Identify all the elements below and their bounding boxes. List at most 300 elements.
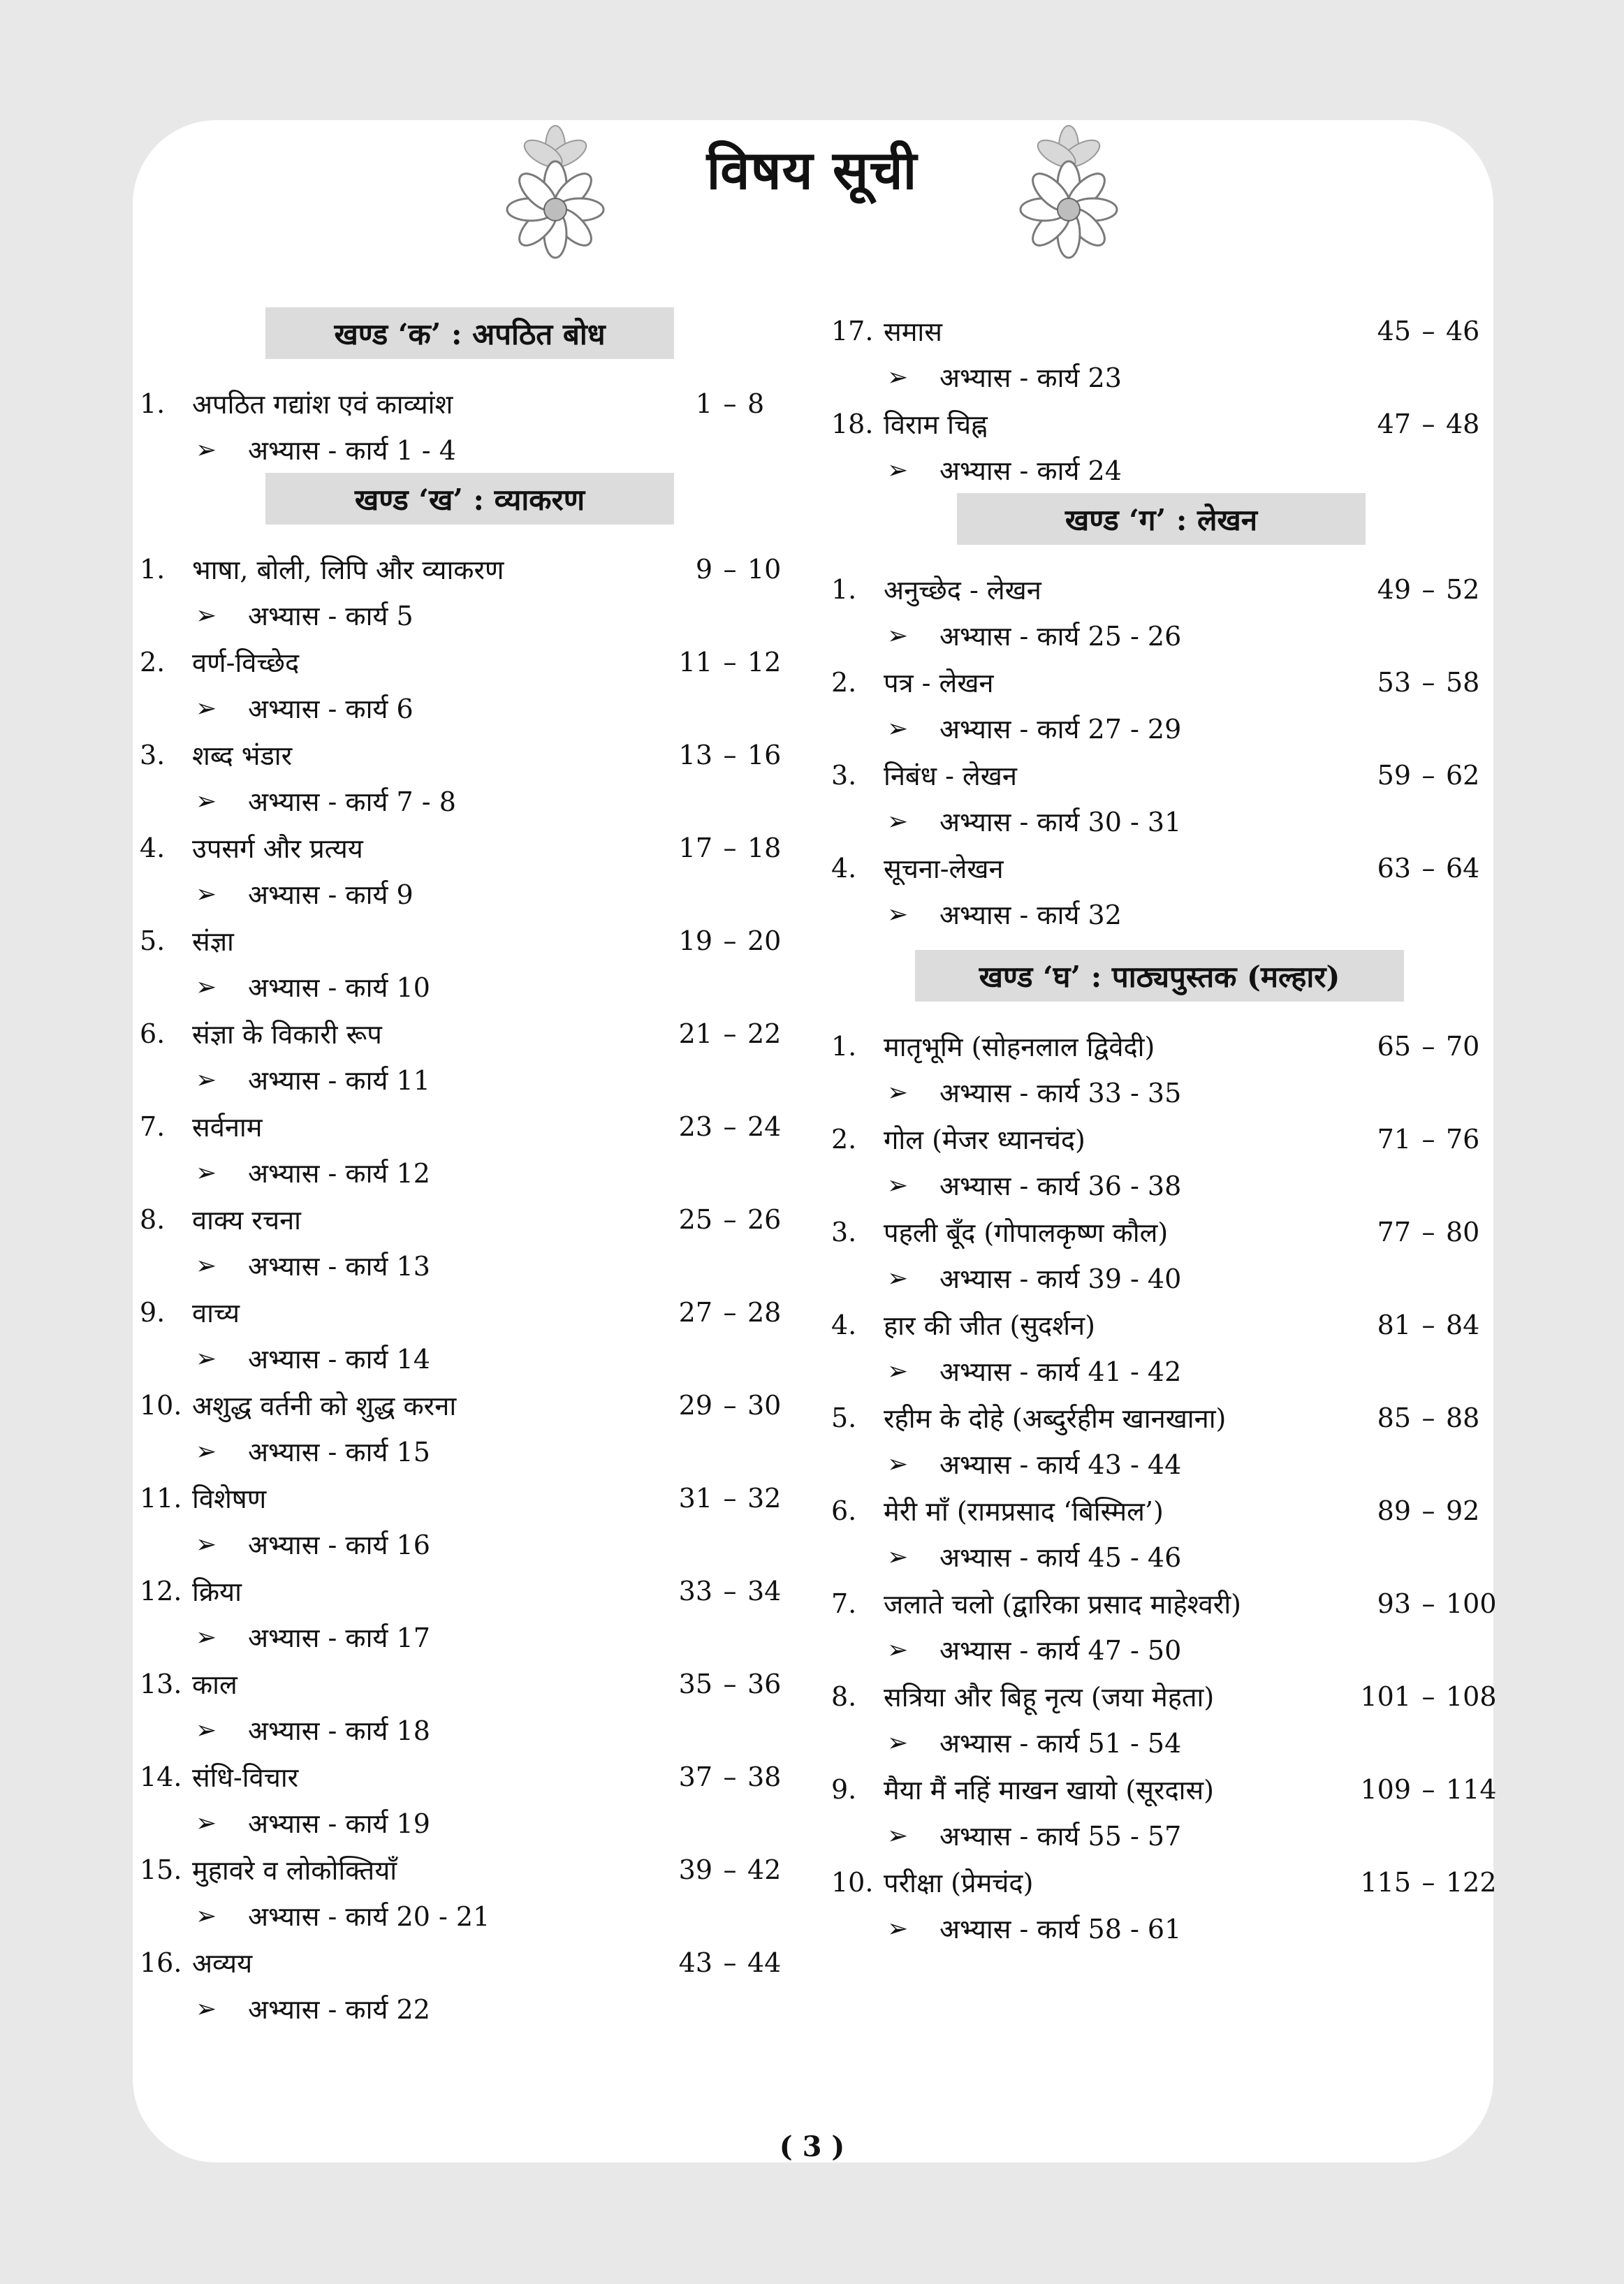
- exercise-row: [140, 1335, 796, 1382]
- chapter-title: भाषा, बोली, लिपि और व्याकरण: [192, 554, 504, 585]
- exercise-label: अभ्यास - कार्य 27 - 29: [939, 714, 1182, 745]
- page-from: 21: [678, 1018, 712, 1049]
- chapter-title: संज्ञा के विकारी रूप: [192, 1018, 382, 1050]
- arrow-right-icon: ➢: [887, 1356, 909, 1386]
- page-range: [657, 1762, 796, 1792]
- page-range: [657, 388, 796, 419]
- exercise-label: अभ्यास - कार्य 15: [248, 1437, 430, 1467]
- page-to: 100: [1446, 1588, 1497, 1619]
- page-from: 63: [1377, 852, 1411, 884]
- exercise-row: [831, 891, 1495, 937]
- page-dash: –: [1421, 1123, 1435, 1155]
- exercise-row: [140, 427, 796, 473]
- section-heading: खण्ड ‘ग’ : लेखन: [957, 493, 1366, 545]
- chapter-row[interactable]: [140, 638, 796, 685]
- page-range: [1355, 853, 1495, 884]
- page-dash: –: [723, 1203, 737, 1235]
- chapter-title: विराम चिह्न: [884, 409, 988, 440]
- exercise-row: [140, 1614, 796, 1660]
- arrow-right-icon: ➢: [196, 1251, 217, 1280]
- page-dash: –: [723, 1761, 737, 1792]
- page-range: [657, 925, 796, 956]
- chapter-title: हार की जीत (सुदर्शन): [884, 1310, 1095, 1341]
- page-to: 42: [747, 1854, 782, 1885]
- page-from: 101: [1360, 1681, 1411, 1712]
- arrow-right-icon: ➢: [887, 1635, 909, 1664]
- chapter-number: 14.: [140, 1761, 182, 1792]
- chapter-row[interactable]: [831, 659, 1495, 705]
- page-to: 38: [747, 1761, 782, 1792]
- chapter-title: निबंध - लेखन: [884, 760, 1017, 791]
- page-to: 44: [747, 1947, 782, 1978]
- page-range: [1355, 1681, 1495, 1712]
- page-dash: –: [1421, 1402, 1435, 1433]
- arrow-right-icon: ➢: [196, 435, 217, 464]
- toc-right-column: [831, 307, 1495, 1952]
- page-from: 17: [678, 832, 712, 863]
- chapter-number: 10.: [831, 1866, 874, 1898]
- page-range: [657, 1947, 796, 1978]
- page-to: 46: [1446, 315, 1480, 346]
- page-to: 70: [1446, 1030, 1480, 1062]
- page-from: 27: [678, 1296, 712, 1328]
- page-dash: –: [1421, 1030, 1435, 1062]
- exercise-label: अभ्यास - कार्य 12: [248, 1158, 430, 1189]
- exercise-row: [831, 1627, 1495, 1673]
- exercise-label: अभ्यास - कार्य 30 - 31: [939, 807, 1182, 837]
- chapter-row[interactable]: [140, 546, 796, 592]
- chapter-title: सत्रिया और बिहू नृत्य (जया मेहता): [884, 1681, 1215, 1713]
- chapter-number: 15.: [140, 1854, 182, 1885]
- page-to: 80: [1446, 1216, 1480, 1247]
- page-from: 109: [1360, 1773, 1411, 1805]
- exercise-row: [831, 354, 1495, 400]
- page-dash: –: [1421, 315, 1435, 346]
- exercise-row: [831, 1905, 1495, 1952]
- chapter-number: 4.: [831, 1309, 857, 1340]
- page-to: 92: [1446, 1495, 1480, 1526]
- chapter-number: 9.: [831, 1773, 857, 1805]
- exercise-label: अभ्यास - कार्य 11: [248, 1065, 430, 1096]
- page-range: [657, 740, 796, 770]
- arrow-right-icon: ➢: [196, 786, 217, 816]
- page-dash: –: [723, 1018, 737, 1049]
- chapter-number: 1.: [140, 388, 166, 419]
- page-from: 115: [1360, 1866, 1411, 1898]
- arrow-right-icon: ➢: [887, 363, 909, 392]
- page-to: 114: [1446, 1773, 1497, 1805]
- exercise-label: अभ्यास - कार्य 14: [248, 1344, 430, 1375]
- exercise-row: [831, 1348, 1495, 1394]
- chapter-title: वाच्य: [192, 1297, 240, 1328]
- exercise-label: अभ्यास - कार्य 32: [939, 900, 1122, 930]
- page-range: [1355, 409, 1495, 439]
- page-dash: –: [1421, 1309, 1435, 1340]
- page-from: 37: [678, 1761, 712, 1792]
- page-to: 34: [747, 1575, 782, 1606]
- page-from: 23: [678, 1111, 712, 1142]
- page-to: 12: [747, 646, 782, 678]
- page-to: 84: [1446, 1309, 1480, 1340]
- exercise-label: अभ्यास - कार्य 7 - 8: [248, 786, 456, 817]
- arrow-right-icon: ➢: [196, 1994, 217, 2023]
- chapter-title: मेरी माँ (रामप्रसाद ‘बिस्मिल’): [884, 1495, 1164, 1527]
- exercise-row: [140, 1243, 796, 1289]
- arrow-right-icon: ➢: [196, 972, 217, 1002]
- chapter-row[interactable]: [831, 1115, 1495, 1162]
- chapter-number: 13.: [140, 1668, 182, 1699]
- chapter-row[interactable]: [831, 1301, 1495, 1348]
- page-title: विषय सूची: [706, 139, 918, 201]
- chapter-title: विशेषण: [192, 1483, 267, 1514]
- page-to: 48: [1446, 408, 1480, 439]
- page-from: 33: [678, 1575, 712, 1606]
- chapter-row[interactable]: [140, 1474, 796, 1521]
- page-dash: –: [723, 1482, 737, 1514]
- page-to: 58: [1446, 666, 1480, 698]
- arrow-right-icon: ➢: [887, 1542, 909, 1572]
- page-from: 13: [678, 739, 712, 770]
- chapter-row[interactable]: [140, 1382, 796, 1428]
- chapter-row[interactable]: [140, 824, 796, 871]
- page-range: [1355, 1031, 1495, 1062]
- page-from: 35: [678, 1668, 712, 1699]
- chapter-number: 1.: [831, 573, 857, 605]
- page-dash: –: [1421, 408, 1435, 439]
- section-heading: खण्ड ‘क’ : अपठित बोध: [265, 307, 674, 359]
- chapter-number: 3.: [831, 1216, 857, 1247]
- page-dash: –: [723, 1111, 737, 1142]
- arrow-right-icon: ➢: [887, 900, 909, 929]
- page-from: 29: [678, 1389, 712, 1421]
- chapter-row[interactable]: [140, 1289, 796, 1335]
- exercise-row: [140, 1057, 796, 1103]
- chapter-number: 11.: [140, 1482, 182, 1514]
- chapter-number: 2.: [140, 646, 166, 678]
- chapter-row[interactable]: [831, 844, 1495, 891]
- chapter-row[interactable]: [831, 1766, 1495, 1813]
- exercise-label: अभ्यास - कार्य 55 - 57: [939, 1821, 1182, 1852]
- arrow-right-icon: ➢: [196, 1530, 217, 1559]
- exercise-row: [140, 871, 796, 917]
- exercise-row: [140, 592, 796, 638]
- page-dash: –: [723, 553, 737, 585]
- page-to: 22: [747, 1018, 782, 1049]
- arrow-right-icon: ➢: [196, 1715, 217, 1745]
- exercise-label: अभ्यास - कार्य 41 - 42: [939, 1356, 1182, 1387]
- exercise-label: अभ्यास - कार्य 6: [248, 694, 414, 724]
- page-from: 89: [1377, 1495, 1411, 1526]
- page-to: 64: [1446, 852, 1480, 884]
- chapter-title: क्रिया: [192, 1576, 242, 1607]
- arrow-right-icon: ➢: [887, 1821, 909, 1850]
- arrow-right-icon: ➢: [887, 807, 909, 836]
- exercise-label: अभ्यास - कार्य 20 - 21: [248, 1901, 490, 1932]
- chapter-number: 4.: [140, 832, 166, 863]
- page-range: [657, 1018, 796, 1049]
- page-range: [657, 1576, 796, 1606]
- exercise-label: अभ्यास - कार्य 18: [248, 1715, 430, 1746]
- page-range: [1355, 1124, 1495, 1155]
- chapter-title: मातृभूमि (सोहनलाल द्विवेदी): [884, 1031, 1155, 1062]
- section-heading: खण्ड ‘ख’ : व्याकरण: [265, 473, 674, 525]
- page-from: 31: [678, 1482, 712, 1514]
- page-to: 10: [747, 553, 782, 585]
- arrow-right-icon: ➢: [196, 1808, 217, 1838]
- page-dash: –: [723, 832, 737, 863]
- page-to: 18: [747, 832, 782, 863]
- arrow-right-icon: ➢: [196, 1344, 217, 1373]
- page-range: [657, 1111, 796, 1142]
- page-dash: –: [1421, 1681, 1435, 1712]
- page-dash: –: [723, 1947, 737, 1978]
- page-from: 45: [1377, 315, 1411, 346]
- chapter-row[interactable]: [831, 1859, 1495, 1905]
- exercise-row: [140, 685, 796, 731]
- exercise-label: अभ्यास - कार्य 13: [248, 1251, 430, 1282]
- arrow-right-icon: ➢: [196, 1623, 217, 1652]
- chapter-title: उपसर्ग और प्रत्यय: [192, 833, 363, 864]
- chapter-title: संज्ञा: [192, 925, 234, 957]
- exercise-label: अभ्यास - कार्य 16: [248, 1530, 430, 1560]
- page-dash: –: [723, 1854, 737, 1885]
- page-range: [657, 1297, 796, 1328]
- chapter-number: 12.: [140, 1575, 182, 1606]
- page-from: 49: [1377, 573, 1411, 605]
- page-to: 36: [747, 1668, 782, 1699]
- page-to: 88: [1446, 1402, 1480, 1433]
- page-to: 122: [1446, 1866, 1497, 1898]
- page-from: 43: [678, 1947, 712, 1978]
- exercise-row: [140, 1150, 796, 1196]
- exercise-row: [140, 1521, 796, 1567]
- page-from: 81: [1377, 1309, 1411, 1340]
- chapter-title: शब्द भंडार: [192, 740, 293, 771]
- toc-left-column: [140, 307, 796, 2032]
- exercise-label: अभ्यास - कार्य 24: [939, 455, 1122, 486]
- exercise-row: [831, 1255, 1495, 1301]
- page-range: [657, 833, 796, 863]
- exercise-label: अभ्यास - कार्य 51 - 54: [939, 1728, 1182, 1759]
- page-dash: –: [1421, 1495, 1435, 1526]
- exercise-row: [831, 1162, 1495, 1208]
- exercise-label: अभ्यास - कार्य 9: [248, 879, 414, 910]
- chapter-title: अनुच्छेद - लेखन: [884, 574, 1041, 606]
- chapter-row[interactable]: [140, 1103, 796, 1150]
- chapter-title: अशुद्ध वर्तनी को शुद्ध करना: [192, 1390, 457, 1421]
- exercise-row: [831, 1441, 1495, 1487]
- page-to: 16: [747, 739, 782, 770]
- exercise-label: अभ्यास - कार्य 45 - 46: [939, 1542, 1182, 1573]
- page-to: 108: [1446, 1681, 1497, 1712]
- exercise-row: [831, 1813, 1495, 1859]
- chapter-row[interactable]: [831, 566, 1495, 613]
- arrow-right-icon: ➢: [196, 694, 217, 723]
- page-to: 24: [747, 1111, 782, 1142]
- exercise-label: अभ्यास - कार्य 1 - 4: [248, 435, 456, 466]
- arrow-right-icon: ➢: [196, 1901, 217, 1931]
- page-range: [1355, 1403, 1495, 1433]
- chapter-row[interactable]: [831, 400, 1495, 447]
- exercise-row: [831, 798, 1495, 844]
- chapter-number: 9.: [140, 1296, 166, 1328]
- page-from: 53: [1377, 666, 1411, 698]
- page-dash: –: [1421, 1216, 1435, 1247]
- chapter-title: मुहावरे व लोकोक्तियाँ: [192, 1854, 397, 1886]
- chapter-number: 7.: [831, 1588, 857, 1619]
- arrow-right-icon: ➢: [887, 621, 909, 650]
- page-range: [657, 1854, 796, 1885]
- chapter-number: 17.: [831, 315, 874, 346]
- chapter-title: सर्वनाम: [192, 1111, 263, 1143]
- arrow-right-icon: ➢: [887, 714, 909, 743]
- page-range: [1355, 316, 1495, 346]
- arrow-right-icon: ➢: [887, 1449, 909, 1479]
- chapter-number: 2.: [831, 1123, 857, 1155]
- exercise-row: [140, 778, 796, 824]
- chapter-row[interactable]: [140, 1010, 796, 1057]
- chapter-number: 1.: [831, 1030, 857, 1062]
- arrow-right-icon: ➢: [196, 1065, 217, 1095]
- page-range: [1355, 1588, 1495, 1619]
- arrow-right-icon: ➢: [196, 601, 217, 630]
- page-range: [657, 1669, 796, 1699]
- page-range: [657, 1483, 796, 1514]
- chapter-number: 2.: [831, 666, 857, 698]
- chapter-number: 1.: [140, 553, 166, 585]
- chapter-row[interactable]: [831, 1487, 1495, 1534]
- exercise-row: [140, 1893, 796, 1939]
- exercise-label: अभ्यास - कार्य 23: [939, 363, 1122, 393]
- page-range: [1355, 1867, 1495, 1898]
- arrow-right-icon: ➢: [887, 1728, 909, 1757]
- chapter-title: वर्ण-विच्छेद: [192, 647, 300, 678]
- exercise-row: [831, 447, 1495, 493]
- page-range: [657, 1390, 796, 1421]
- chapter-row[interactable]: [831, 1208, 1495, 1255]
- page-from: 93: [1377, 1588, 1411, 1619]
- page-dash: –: [723, 739, 737, 770]
- page-from: 11: [678, 646, 712, 678]
- chapter-row[interactable]: [831, 307, 1495, 354]
- chapter-number: 5.: [831, 1402, 857, 1433]
- chapter-title: रहीम के दोहे (अब्दुर्रहीम खानखाना): [884, 1403, 1227, 1434]
- arrow-right-icon: ➢: [196, 879, 217, 909]
- page-range: [657, 647, 796, 678]
- chapter-number: 16.: [140, 1947, 182, 1978]
- chapter-row[interactable]: [831, 1673, 1495, 1720]
- page-range: [657, 554, 796, 585]
- chapter-row[interactable]: [140, 1753, 796, 1800]
- page-dash: –: [1421, 852, 1435, 884]
- page-dash: –: [723, 1575, 737, 1606]
- chapter-number: 10.: [140, 1389, 182, 1421]
- chapter-row[interactable]: [140, 1660, 796, 1707]
- page-from: 39: [678, 1854, 712, 1885]
- chapter-number: 7.: [140, 1111, 166, 1142]
- chapter-number: 4.: [831, 852, 857, 884]
- page-dash: –: [1421, 1773, 1435, 1805]
- page-from: 47: [1377, 408, 1411, 439]
- chapter-row[interactable]: [140, 1846, 796, 1893]
- chapter-row[interactable]: [140, 1567, 796, 1614]
- page-to: 76: [1446, 1123, 1480, 1155]
- page-dash: –: [723, 1389, 737, 1421]
- chapter-row[interactable]: [831, 1580, 1495, 1627]
- exercise-row: [831, 1069, 1495, 1115]
- page-range: [1355, 1774, 1495, 1805]
- page-dash: –: [1421, 1866, 1435, 1898]
- arrow-right-icon: ➢: [887, 1914, 909, 1943]
- chapter-number: 6.: [831, 1495, 857, 1526]
- chapter-number: 18.: [831, 408, 874, 439]
- page-from: 77: [1377, 1216, 1411, 1247]
- page-range: [1355, 667, 1495, 698]
- arrow-right-icon: ➢: [887, 1171, 909, 1200]
- chapter-number: 8.: [140, 1203, 166, 1235]
- page-from: 65: [1377, 1030, 1411, 1062]
- chapter-row[interactable]: [831, 1394, 1495, 1441]
- exercise-row: [831, 705, 1495, 752]
- page-range: [1355, 574, 1495, 605]
- page-dash: –: [723, 1296, 737, 1328]
- section-heading: खण्ड ‘घ’ : पाठ्यपुस्तक (मल्हार): [915, 950, 1404, 1002]
- page-dash: –: [1421, 759, 1435, 791]
- exercise-row: [140, 1986, 796, 2032]
- chapter-row[interactable]: [831, 752, 1495, 798]
- page-from: 9: [695, 553, 712, 585]
- page-dash: –: [723, 925, 737, 956]
- exercise-row: [140, 964, 796, 1010]
- chapter-row[interactable]: [140, 380, 796, 427]
- page-range: [1355, 760, 1495, 791]
- chapter-title: अव्यय: [192, 1947, 253, 1979]
- chapter-row[interactable]: [140, 1196, 796, 1243]
- exercise-label: अभ्यास - कार्य 17: [248, 1623, 430, 1653]
- arrow-right-icon: ➢: [887, 455, 909, 485]
- page-range: [1355, 1310, 1495, 1340]
- arrow-right-icon: ➢: [196, 1158, 217, 1187]
- chapter-row[interactable]: [831, 1023, 1495, 1069]
- chapter-number: 3.: [140, 739, 166, 770]
- exercise-row: [140, 1428, 796, 1474]
- page-dash: –: [1421, 573, 1435, 605]
- page-from: 71: [1377, 1123, 1411, 1155]
- exercise-row: [831, 1720, 1495, 1766]
- exercise-label: अभ्यास - कार्य 39 - 40: [939, 1264, 1182, 1294]
- exercise-label: अभ्यास - कार्य 58 - 61: [939, 1914, 1182, 1945]
- exercise-row: [831, 1534, 1495, 1580]
- chapter-row[interactable]: [140, 731, 796, 778]
- page-range: [1355, 1217, 1495, 1247]
- exercise-label: अभ्यास - कार्य 36 - 38: [939, 1171, 1182, 1201]
- page-range: [657, 1204, 796, 1235]
- chapter-title: संधि-विचार: [192, 1762, 299, 1793]
- page-to: 26: [747, 1203, 782, 1235]
- chapter-number: 5.: [140, 925, 166, 956]
- page-range: [1355, 1495, 1495, 1526]
- page-dash: –: [723, 1668, 737, 1699]
- exercise-row: [140, 1800, 796, 1846]
- page-from: 59: [1377, 759, 1411, 791]
- chapter-row[interactable]: [140, 1939, 796, 1986]
- page-dash: –: [1421, 666, 1435, 698]
- chapter-title: वाक्य रचना: [192, 1204, 302, 1236]
- page-to: 62: [1446, 759, 1480, 791]
- page-from: 85: [1377, 1402, 1411, 1433]
- page-to: 8: [747, 388, 765, 419]
- chapter-row[interactable]: [140, 917, 796, 964]
